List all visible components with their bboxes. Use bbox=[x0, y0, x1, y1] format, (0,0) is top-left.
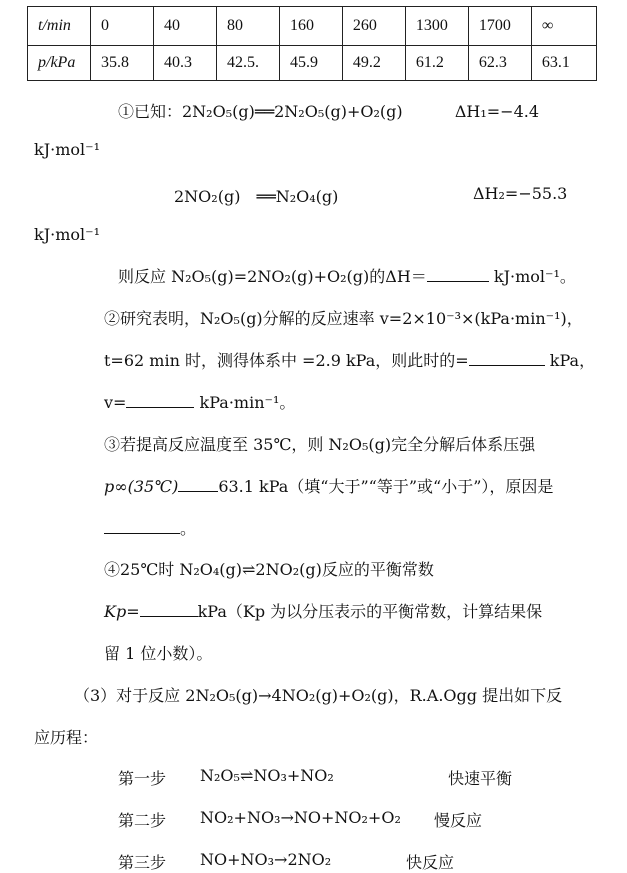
q1-unit-2: kJ·mol⁻¹ bbox=[34, 225, 100, 244]
step-name: 第三步 bbox=[118, 853, 167, 872]
table-cell: 45.9 bbox=[279, 46, 342, 81]
q4-line-1: ④25℃时 N₂O₄(g)⇌2NO₂(g)反应的平衡常数 bbox=[104, 560, 434, 579]
table-cell: p/kPa bbox=[28, 46, 91, 81]
step-note: 快反应 bbox=[406, 853, 455, 872]
table-cell: 40 bbox=[153, 7, 216, 46]
table-cell: 1300 bbox=[405, 7, 468, 46]
q3-line-2 bbox=[104, 474, 553, 497]
q4-line-2-text: Kp= bbox=[104, 602, 140, 621]
q3-line-2-rest: 63.1 kPa（填“大于”“等于”或“小于”），原因是 bbox=[218, 477, 554, 496]
answer-blank-dh[interactable] bbox=[427, 267, 489, 282]
step-name: 第一步 bbox=[118, 769, 167, 788]
table-row-time bbox=[28, 7, 597, 46]
answer-blank-kp[interactable] bbox=[140, 602, 198, 617]
pressure-time-table bbox=[27, 6, 597, 81]
table-cell: 42.5. bbox=[216, 46, 279, 81]
mechanism-step-2 bbox=[118, 808, 166, 831]
table-cell: 260 bbox=[342, 7, 405, 46]
mechanism-step-1 bbox=[118, 766, 166, 789]
answer-blank-compare[interactable] bbox=[178, 477, 218, 492]
q1-question-unit: kJ·mol⁻¹。 bbox=[493, 267, 576, 286]
q3-line-1: ③若提高反应温度至 35℃，则 N₂O₅(g)完全分解后体系压强 bbox=[104, 435, 536, 454]
table-cell: 62.3 bbox=[468, 46, 531, 81]
table-cell: 35.8 bbox=[90, 46, 153, 81]
q4-line-2 bbox=[104, 599, 542, 622]
table-cell: t/min bbox=[28, 7, 91, 46]
data-table-container bbox=[27, 6, 597, 81]
table-row-pressure bbox=[28, 46, 597, 81]
mechanism-step-3 bbox=[118, 850, 166, 873]
part3-line-1: （3）对于反应 2N₂O₅(g)→4NO₂(g)+O₂(g)，R.A.Ogg 提出如下反 bbox=[74, 686, 563, 705]
q3-line-3-end: 。 bbox=[180, 519, 197, 538]
q1-known-equation bbox=[118, 99, 539, 122]
step-equation: NO₂+NO₃→NO+NO₂+O₂ bbox=[200, 808, 401, 827]
part3-line-2: 应历程： bbox=[34, 728, 99, 747]
q2-line-2-text: t=62 min 时，测得体系中 =2.9 kPa，则此时的= bbox=[104, 351, 469, 370]
table-cell: 61.2 bbox=[405, 46, 468, 81]
q2-line-3-unit: kPa·min⁻¹。 bbox=[199, 393, 296, 412]
q3-line-3 bbox=[104, 516, 196, 539]
table-cell: 49.2 bbox=[342, 46, 405, 81]
table-cell: ∞ bbox=[531, 7, 596, 46]
step-note: 慢反应 bbox=[434, 811, 483, 830]
q2-line-3-text: v= bbox=[104, 393, 127, 412]
q3-line-2-text: p∞(35℃) bbox=[104, 477, 179, 496]
answer-blank-reason[interactable] bbox=[104, 519, 180, 534]
q4-line-2-rest: kPa（Kp 为以分压表示的平衡常数，计算结果保 bbox=[197, 602, 543, 621]
q2-line-2-unit: kPa， bbox=[549, 351, 596, 370]
q1-unit-1: kJ·mol⁻¹ bbox=[34, 140, 100, 159]
step-name: 第二步 bbox=[118, 811, 167, 830]
answer-blank-rate[interactable] bbox=[126, 393, 194, 408]
table-cell: 40.3 bbox=[153, 46, 216, 81]
step-equation: N₂O₅⇌NO₃+NO₂ bbox=[200, 766, 334, 785]
q1-question-text: 则反应 N₂O₅(g)=2NO₂(g)+O₂(g)的ΔH＝ bbox=[118, 267, 427, 286]
q1-delta-h2: ΔH₂=−55.3 bbox=[473, 184, 568, 203]
q2-line-3 bbox=[104, 390, 295, 413]
q1-delta-h1: ΔH₁=−4.4 bbox=[454, 102, 540, 121]
q2-line-2 bbox=[104, 348, 595, 371]
q4-line-3: 留 1 位小数）。 bbox=[104, 644, 213, 663]
q2-line-1: ②研究表明，N₂O₅(g)分解的反应速率 v=2×10⁻³×(kPa·min⁻¹)， bbox=[104, 309, 583, 328]
table-cell: 1700 bbox=[468, 7, 531, 46]
step-note: 快速平衡 bbox=[448, 769, 513, 788]
step-equation: NO+NO₃→2NO₂ bbox=[200, 850, 332, 869]
table-cell: 160 bbox=[279, 7, 342, 46]
table-cell: 63.1 bbox=[531, 46, 596, 81]
table-cell: 80 bbox=[216, 7, 279, 46]
table-cell: 0 bbox=[90, 7, 153, 46]
q1-equation-2: 2NO₂(g) ══N₂O₄(g) bbox=[174, 187, 339, 206]
q1-equation-1: ①已知：2N₂O₅(g)══2N₂O₅(g)+O₂(g) bbox=[118, 102, 403, 121]
answer-blank-pressure[interactable] bbox=[469, 351, 545, 366]
q1-question bbox=[118, 264, 576, 287]
